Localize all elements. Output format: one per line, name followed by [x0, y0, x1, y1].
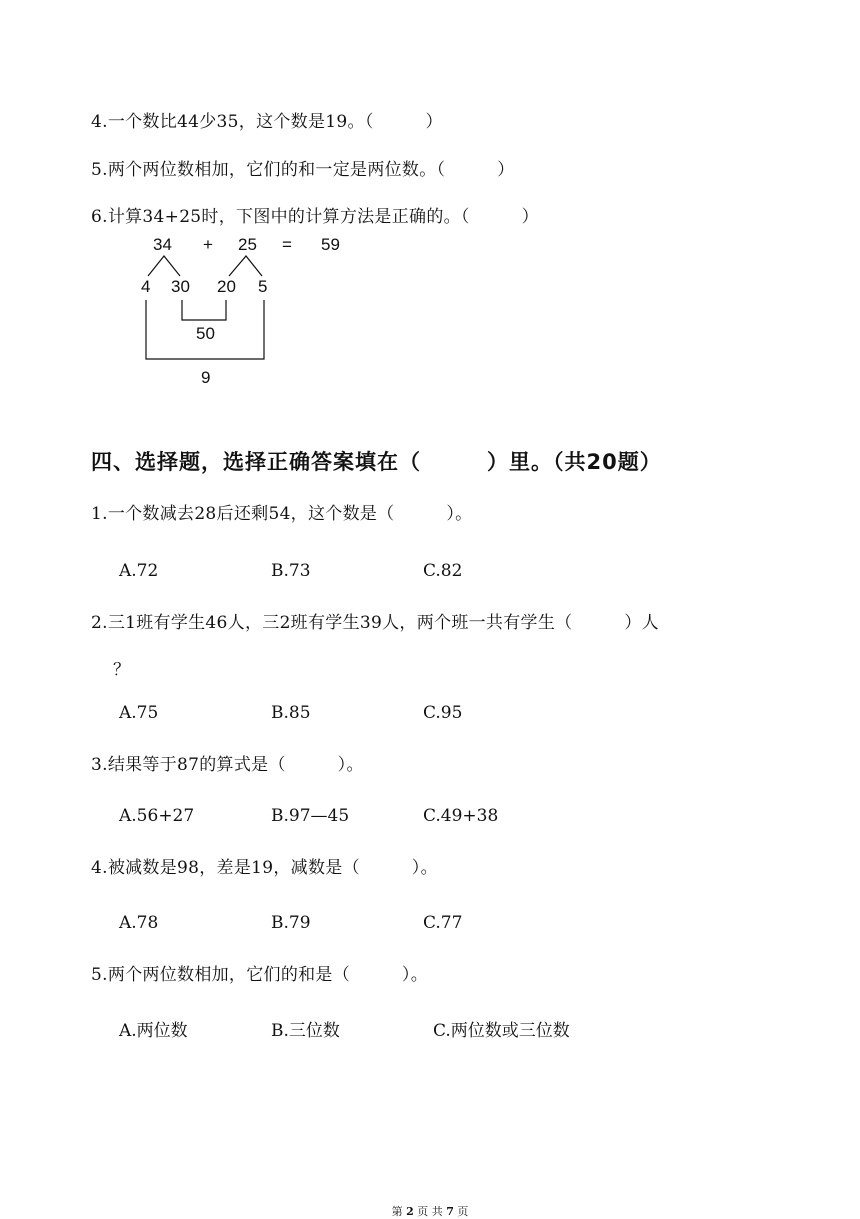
judge-item-6: 6.计算34+25时，下图中的计算方法是正确的。（ ） [91, 207, 539, 227]
diagram-num-34: 34 [153, 235, 172, 254]
q1-option-a: A.72 [119, 561, 159, 581]
question-1: 1.一个数减去28后还剩54，这个数是（ ）。 [91, 504, 473, 524]
q5-option-b: B.三位数 [271, 1021, 340, 1041]
diagram-result: 59 [321, 235, 340, 254]
footer-total: 7 [446, 1205, 454, 1218]
q5-option-c: C.两位数或三位数 [433, 1021, 570, 1041]
diagram-num-25: 25 [238, 235, 257, 254]
q1-option-c: C.82 [423, 561, 463, 581]
q4-option-b: B.79 [271, 913, 311, 933]
q3-option-b: B.97—45 [271, 806, 350, 826]
q4-option-c: C.77 [423, 913, 463, 933]
q2-option-b: B.85 [271, 703, 311, 723]
calculation-diagram [128, 228, 358, 393]
q4-option-a: A.78 [119, 913, 159, 933]
inner-connector [182, 300, 226, 320]
split-bracket-34 [148, 256, 180, 276]
question-3: 3.结果等于87的算式是（ ）。 [91, 755, 364, 775]
question-4: 4.被减数是98，差是19，减数是（ ）。 [91, 858, 438, 878]
question-2-cont: ？ [113, 660, 131, 680]
q1-option-b: B.73 [271, 561, 311, 581]
judge-item-4: 4.一个数比44少35，这个数是19。（ ） [91, 112, 443, 132]
split-30: 30 [171, 277, 190, 296]
q2-option-c: C.95 [423, 703, 463, 723]
split-5: 5 [258, 277, 268, 296]
split-bracket-25 [229, 256, 262, 276]
q3-option-a: A.56+27 [119, 806, 195, 826]
diagram-equals: = [282, 235, 292, 254]
q5-option-a: A.两位数 [119, 1021, 188, 1041]
footer-mid: 页 共 [417, 1205, 443, 1218]
judge-item-5: 5.两个两位数相加，它们的和一定是两位数。（ ） [91, 160, 515, 180]
q3-option-c: C.49+38 [423, 806, 499, 826]
section-title: 四、选择题，选择正确答案填在（ ）里。（共20题） [91, 450, 662, 474]
question-2: 2.三1班有学生46人，三2班有学生39人，两个班一共有学生（ ）人 [91, 613, 659, 633]
footer-post: 页 [457, 1205, 469, 1218]
split-4: 4 [141, 277, 151, 296]
footer-pre: 第 [391, 1205, 403, 1218]
diagram-plus: + [203, 235, 213, 254]
question-5: 5.两个两位数相加，它们的和是（ ）。 [91, 965, 429, 985]
inner-sum: 50 [196, 324, 215, 343]
q2-option-a: A.75 [119, 703, 159, 723]
footer-page: 2 [406, 1205, 414, 1218]
outer-sum: 9 [201, 368, 211, 387]
split-20: 20 [217, 277, 236, 296]
